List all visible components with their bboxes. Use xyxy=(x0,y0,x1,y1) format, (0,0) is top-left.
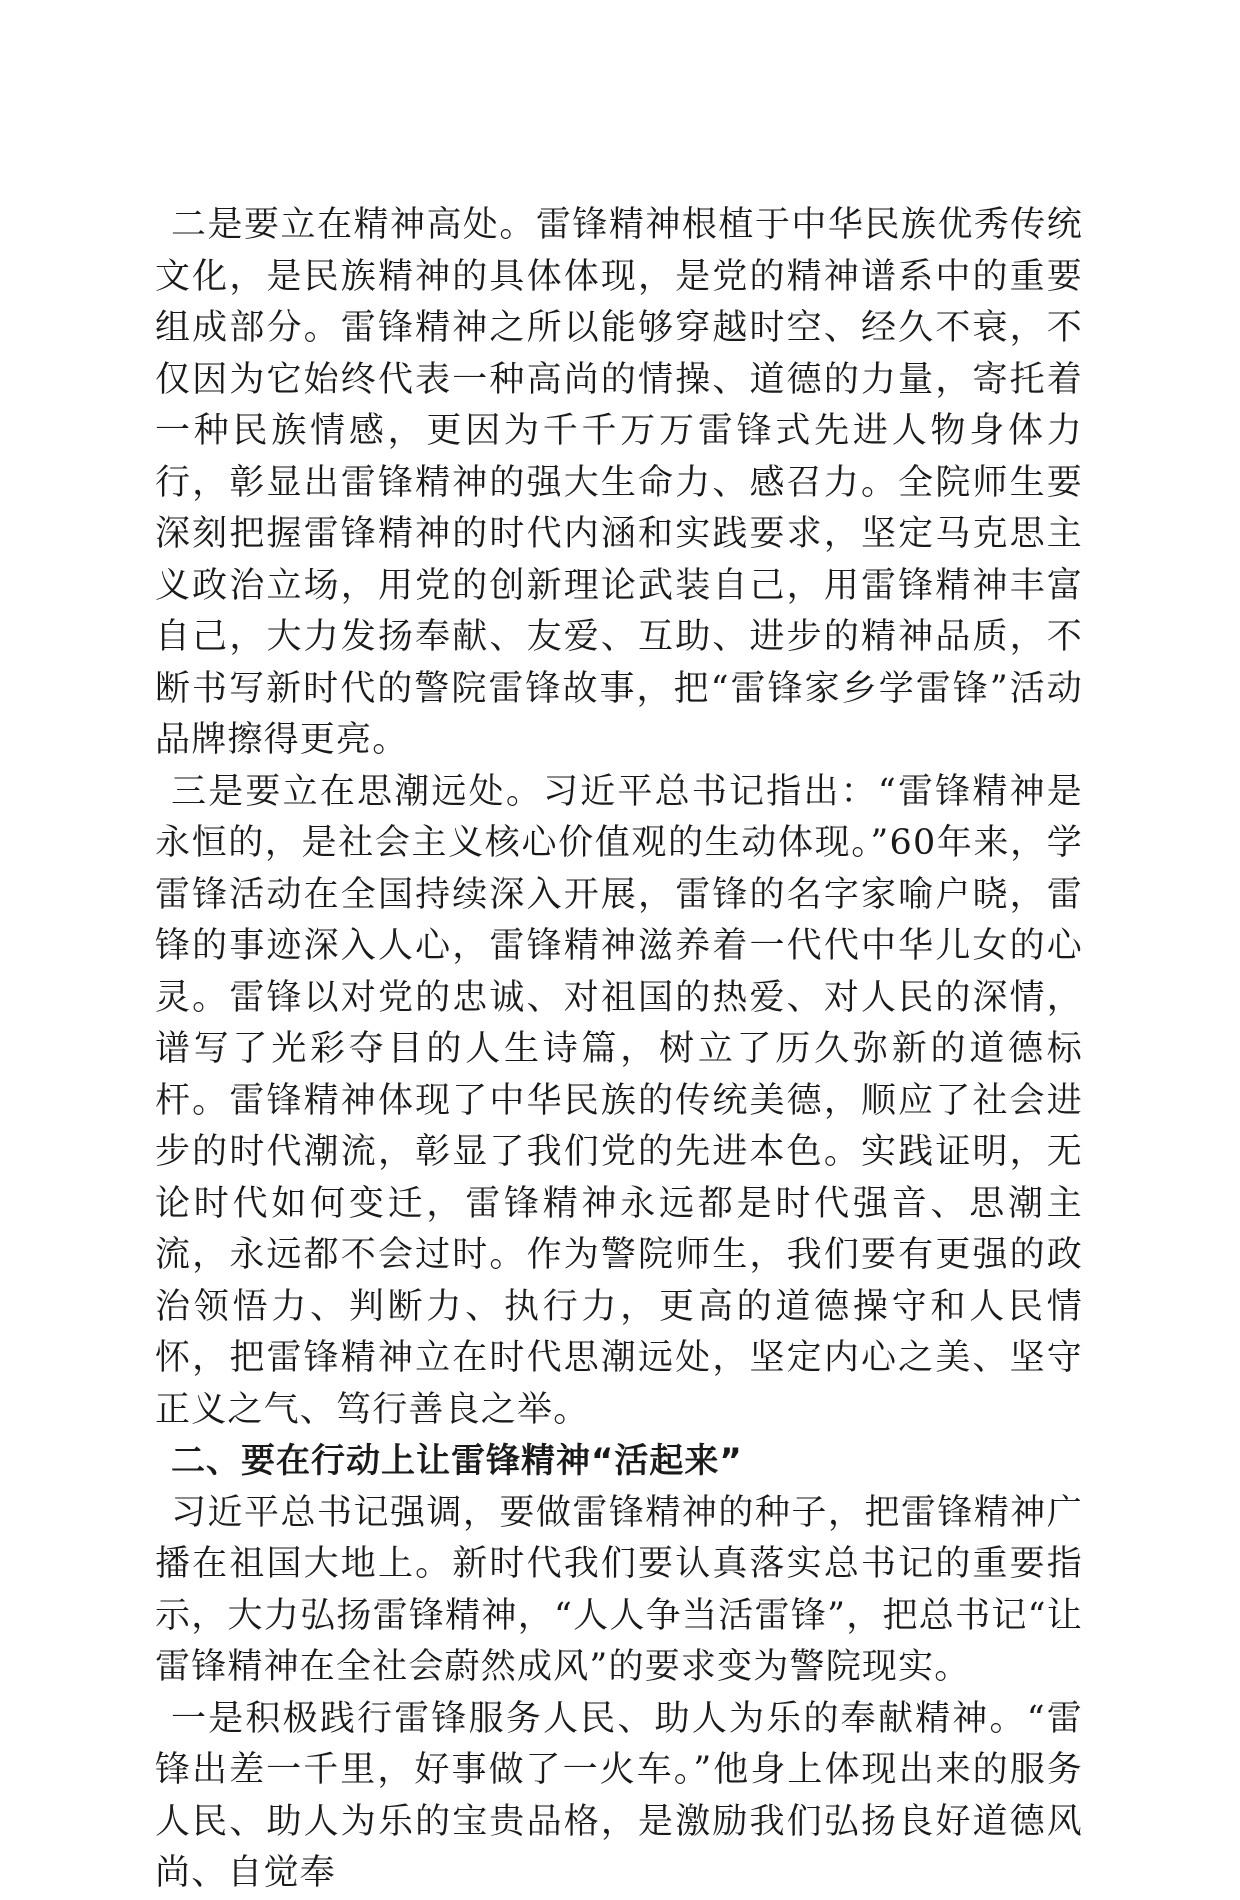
paragraph-serve-people: 一是积极践行雷锋服务人民、助人为乐的奉献精神。“雷锋出差一千里，好事做了一火车。”他身上体现出来的服务人民、助人为乐的宝贵品格，是激励我们弘扬良好道德风尚、自觉奉 xyxy=(155,1698,1083,1893)
document-body xyxy=(155,200,1083,1900)
section-heading: 二、要在行动上让雷锋精神“活起来” xyxy=(171,1441,743,1481)
paragraph-section-intro: 习近平总书记强调，要做雷锋精神的种子，把雷锋精神广播在祖国大地上。新时代我们要认真落实总书记的重要指示，大力弘扬雷锋精神，“人人争当活雷锋”，把总书记“让雷锋精神在全社会蔚然成风”的要求变为警院现实。 xyxy=(155,1492,1083,1687)
paragraph-thought-trends: 三是要立在思潮远处。习近平总书记指出：“雷锋精神是永恒的，是社会主义核心价值观的生动体现。”60年来，学雷锋活动在全国持续深入开展，雷锋的名字家喻户晓，雷锋的事迹深入人心，雷锋精神滋养着一代代中华儿女的心灵。雷锋以对党的忠诚、对祖国的热爱、对人民的深情，谱写了光彩夺目的人生诗篇，树立了历久弥新的道德标杆。雷锋精神体现了中华民族的传统美德，顺应了社会进步的时代潮流，彰显了我们党的先进本色。实践证明，无论时代如何变迁，雷锋精神永远都是时代强音、思潮主流，永远都不会过时。作为警院师生，我们要有更强的政治领悟力、判断力、执行力，更高的道德操守和人民情怀，把雷锋精神立在时代思潮远处，坚定内心之美、坚守正义之气、笃行善良之举。 xyxy=(155,771,1083,1430)
paragraph-spirit-heights: 二是要立在精神高处。雷锋精神根植于中华民族优秀传统文化，是民族精神的具体体现，是党的精神谱系中的重要组成部分。雷锋精神之所以能够穿越时空、经久不衰，不仅因为它始终代表一种高尚的情操、道德的力量，寄托着一种民族情感，更因为千千万万雷锋式先进人物身体力行，彰显出雷锋精神的强大生命力、感召力。全院师生要深刻把握雷锋精神的时代内涵和实践要求，坚定马克思主义政治立场，用党的创新理论武装自己，用雷锋精神丰富自己，大力发扬奉献、友爱、互助、进步的精神品质，不断书写新时代的警院雷锋故事，把“雷锋家乡学雷锋”活动品牌擦得更亮。 xyxy=(155,205,1083,760)
